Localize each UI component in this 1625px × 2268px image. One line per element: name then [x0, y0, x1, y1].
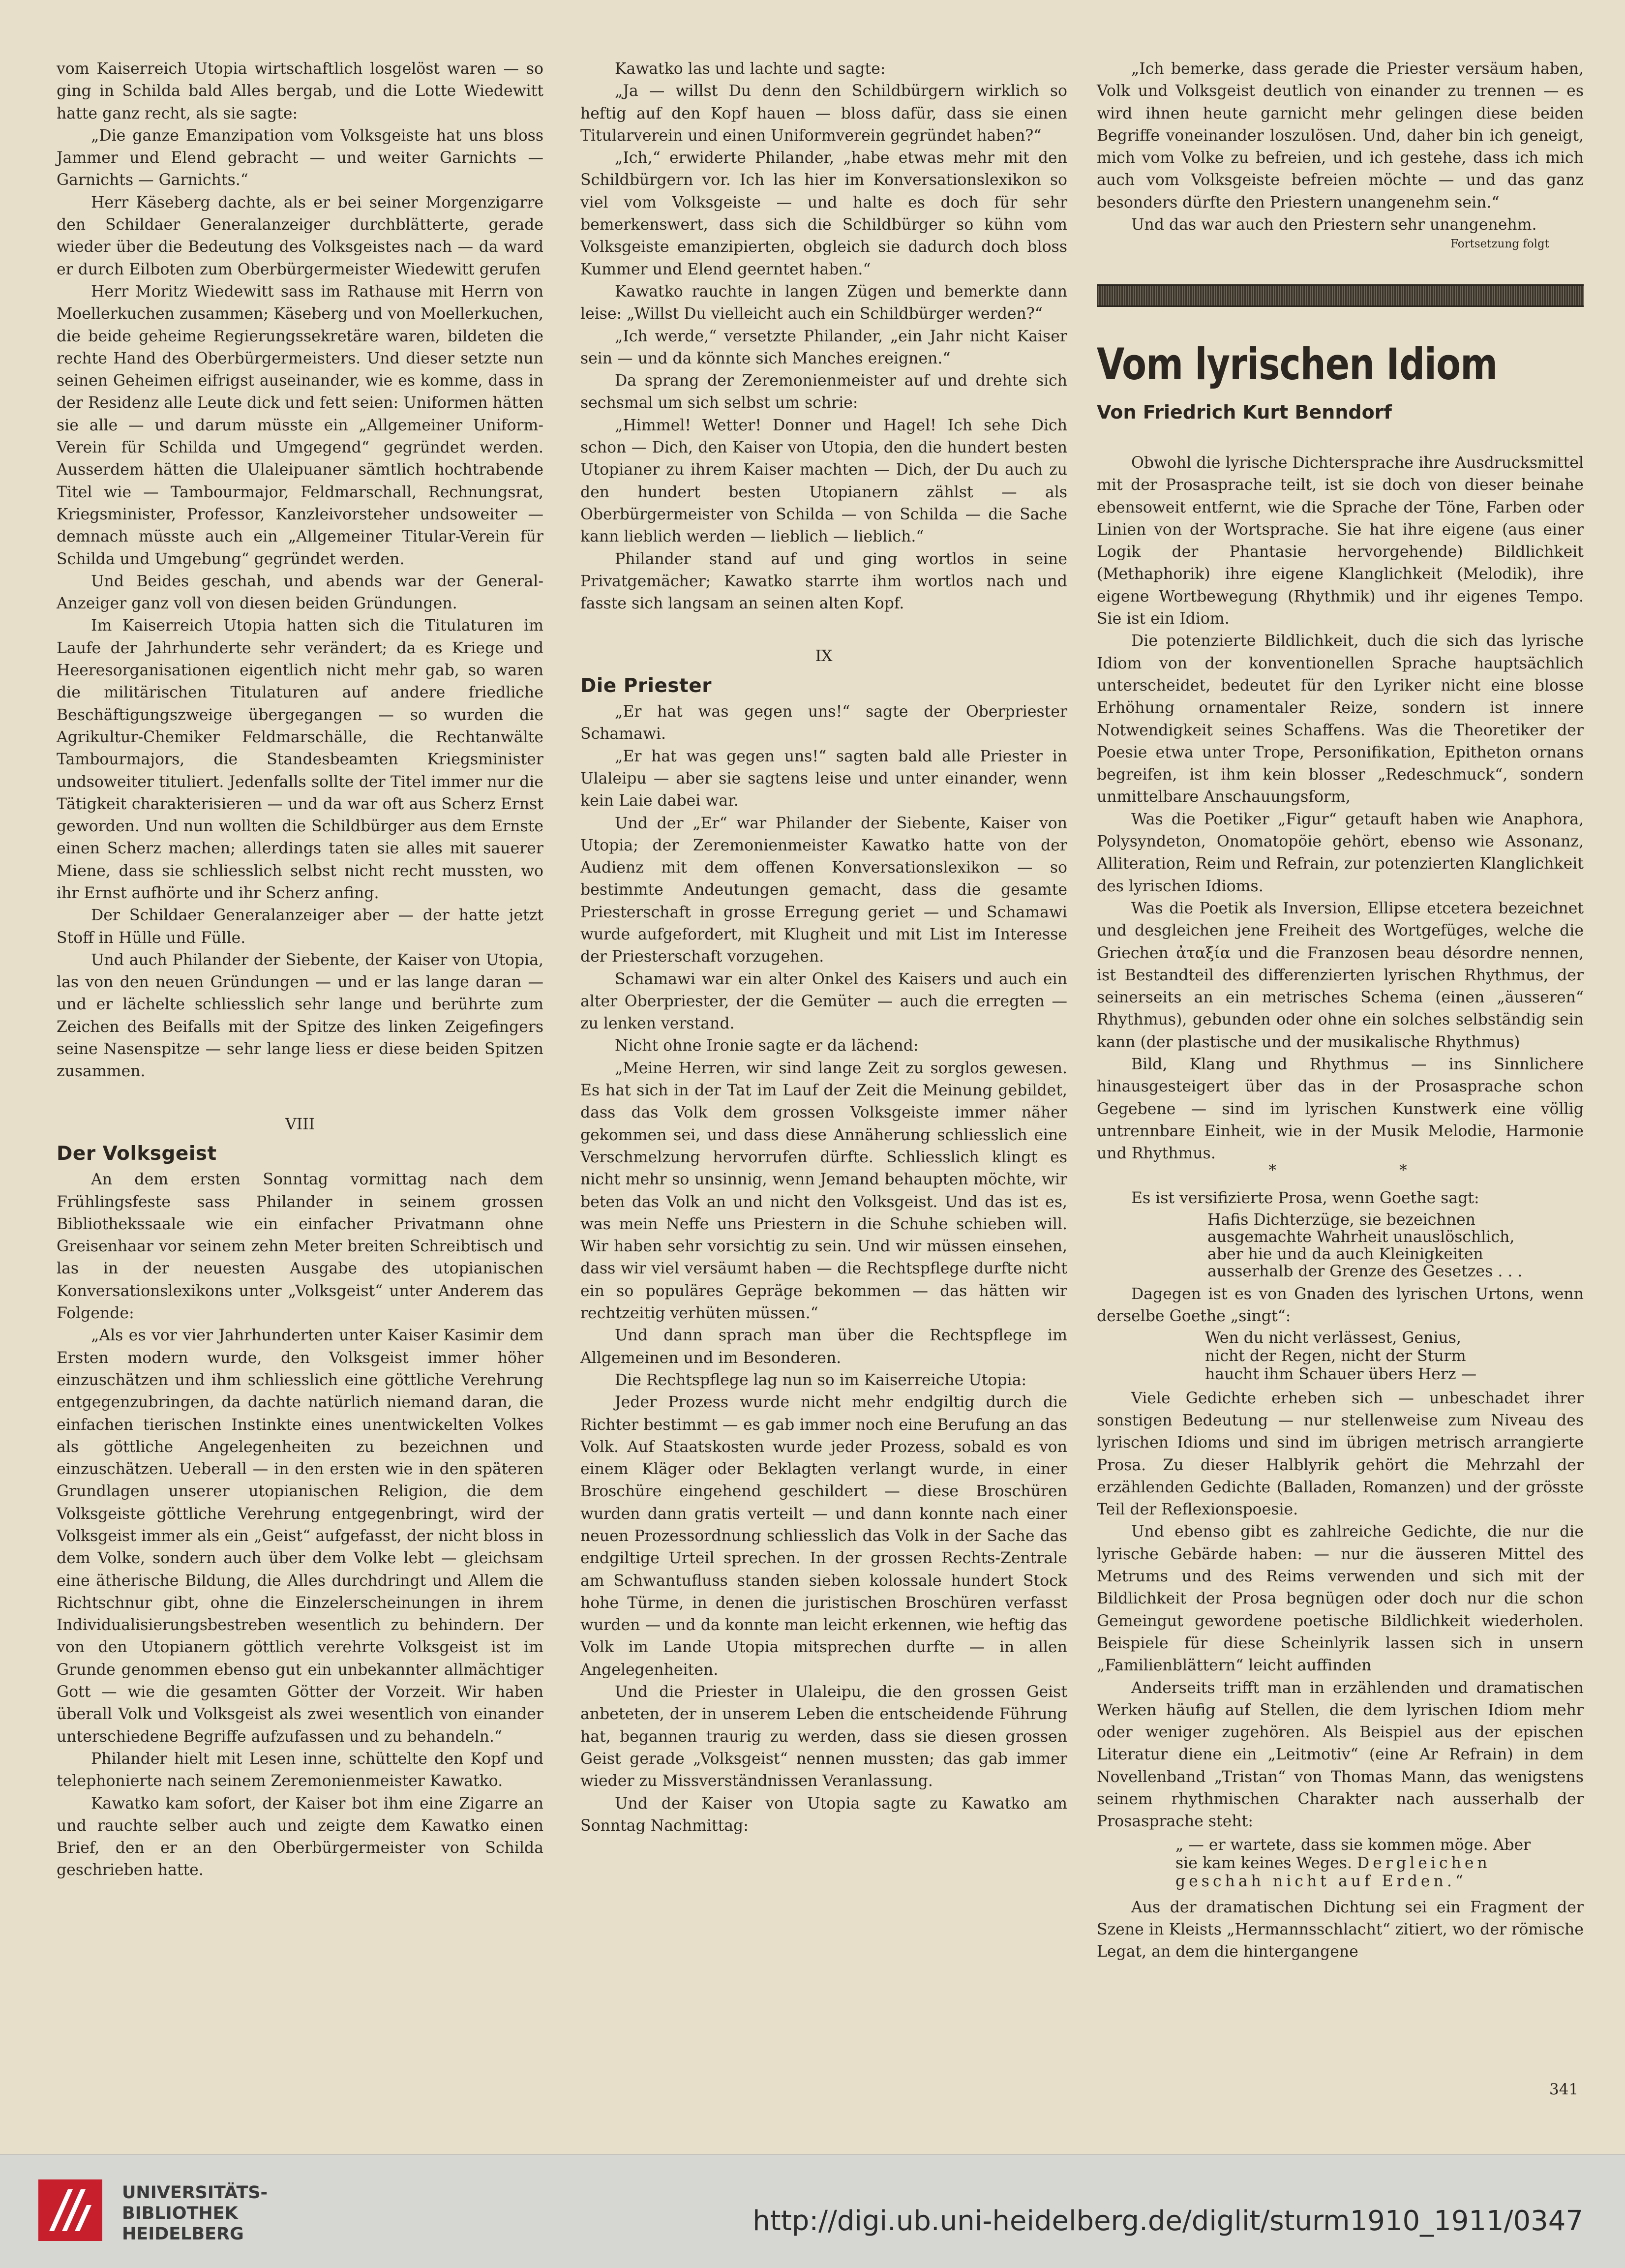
verse-quote — [1097, 1211, 1584, 1280]
paragraph: „Er hat was gegen uns!“ sagten bald alle Priester in Ulaleipu — aber sie sagtens leise und unter einander, wenn kein Laie dabei war. — [580, 747, 1067, 810]
paragraph: „Himmel! Wetter! Donner und Hagel! Ich sehe Dich schon — Dich, den Kaiser von Utopia, den die hundert besten Utopianer zu ihrem Kaiser machten — Dich, der Du auch zu den hundert besten Utopianern zählst — als Oberbürgermeister von Schilda — von Schilda — die Sache kann lieblich werden — lieblich — lieblich.“ — [580, 416, 1067, 546]
paragraph: vom Kaiserreich Utopia wirtschaftlich losgelöst waren — so ging in Schilda bald Alles bergab, und die Lotte Wiedewitt hatte ganz recht, als sie sagte: — [57, 60, 543, 122]
paragraph: Der Schildaer Generalanzeiger aber — der hatte jetzt Stoff in Hülle und Fülle. — [57, 907, 543, 947]
article-title: Vom lyrischen Idiom — [1097, 338, 1498, 390]
verse-line: aber hie und da auch Kleinigkeiten — [1207, 1245, 1483, 1264]
paragraph: Kawatko kam sofort, der Kaiser bot ihm eine Zigarre an und rauchte selber auch und zeigte dem Kawatko einen Brief, den er an den Oberbürgermeister von Schilda geschrieben hatte. — [57, 1794, 543, 1879]
section-number: VIII — [285, 1115, 315, 1133]
paragraph: Da sprang der Zeremonienmeister auf und drehte sich sechsmal um sich selbst um schrie: — [580, 372, 1067, 412]
quote-spaced-text: geschah nicht auf Erden. — [1175, 1872, 1455, 1890]
decorative-divider — [1097, 284, 1584, 307]
paragraph: „Ich werde,“ versetzte Philander, „ein Jahr nicht Kaiser sein — und da könnte sich Manches ereignen.“ — [580, 327, 1067, 367]
paragraph: Kawatko rauchte in langen Zügen und bemerkte dann leise: „Willst Du vielleicht auch ein Schildbürger werden?“ — [580, 282, 1067, 323]
paragraph: „Meine Herren, wir sind lange Zeit zu sorglos gewesen. Es hat sich in der Tat im Lauf der Zeit die Meinung gebildet, dass das Volk dem grossen Volksgeiste immer näher gekommen sei, und dass diese Annäherung schliesslich eine Verschmelzung hervorrufen dürfte. Schliesslich klingt es nicht mehr so unsinnig, wenn Jemand behaupten möchte, wir beten das Volk an und nicht den Volksgeist. Und das ist es, was mein Neffe uns Priestern in die Schuhe schieben will. Wir haben sehr vorsichtig zu sein. Und wir müssen einsehen, dass wir viel versäumt haben — die Rechtspflege durfte nicht ein so populäres Gepräge bekommen — das hätten wir rechtzeitig verhüten müssen.“ — [580, 1059, 1067, 1323]
library-name-line: BIBLIOTHEK — [122, 2204, 238, 2223]
paragraph: „Ich bemerke, dass gerade die Priester versäum haben, Volk und Volksgeist deutlich von einander zu trennen — es wird ihnen heute garnicht mehr gelingen diese beiden Begriffe voneinander loszulösen. Und, daher bin ich geneigt, mich vom Volke zu befreien, und ich gestehe, dass ich mich auch vom Volksgeiste befreien möchte — und das ganz besonders dürfte den Priestern unangenehm sein.“ — [1097, 60, 1584, 212]
paragraph: Und auch Philander der Siebente, der Kaiser von Utopia, las von den neuen Gründungen — und er las lange daran — und er lächelte schliesslich sehr lange und berührte zum Zeichen des Beifalls mit der Spitze des linken Zeigefingers seine Nasenspitze — sehr lange liess er diese beiden Spitzen zusammen. — [57, 951, 543, 1081]
paragraph: Bild, Klang und Rhythmus — ins Sinnlichere hinausgesteigert über das in der Prosasprache schon Gegebene — sind im lyrischen Kunstwerk eine völlig untrennbare Einheit, wie in der Musik Melodie, Harmonie und Rhythmus. — [1097, 1055, 1584, 1163]
library-footer — [0, 2154, 1625, 2268]
paragraph: Und der „Er“ war Philander der Siebente, Kaiser von Utopia; der Zeremonienmeister Kawatko hatte von der Audienz mit dem offenen Konversationslexikon — so bestimmte Andeutungen gemacht, dass die gesamte Priesterschaft in grosse Erregung geriet — und Schamawi wurde aufgefordert, mit Klugheit und mit List im Interesse der Priesterschaft vorzugehen. — [580, 814, 1067, 966]
paragraph: Philander stand auf und ging wortlos in seine Privatgemächer; Kawatko starrte ihm wortlos nach und fasste sich langsam an seinen alten Kopf. — [580, 550, 1067, 613]
paragraph: An dem ersten Sonntag vormittag nach dem Frühlingsfeste sass Philander in seinem grossen Bibliothekssaale wie ein einfacher Privatmann ohne Greisenhaar vor seinem zehn Meter breiten Schreibtisch und las in der neuesten Ausgabe des utopianischen Konversationslexikons unter „Volksgeist“ unter Anderem das Folgende: — [57, 1171, 543, 1323]
section-stars: * * — [1268, 1162, 1466, 1180]
paragraph: „Ich,“ erwiderte Philander, „habe etwas mehr mit den Schildbürgern vor. Ich las hier im Konversationslexikon so viel vom Volksgeiste — und halte es doch für sehr bemerkenswert, dass sich die Schildbürger so kühn vom Volksgeiste emanzipierten, obgleich sie dadurch doch bloss Kummer und Elend geerntet haben.“ — [580, 149, 1067, 278]
paragraph: Herr Moritz Wiedewitt sass im Rathause mit Herrn von Moellerkuchen zusammen; Käseberg und von Moellerkuchen, die beide geheime Regierungssekretäre waren, bildeten die rechte Hand des Oberbürgermeisters. Und dieser setzte nun seinen Geheimen eifrigst auseinander, wie es komme, dass in der Residenz alle Leute dick und fett seien: Uniformen hätten sie alle — und darum müsste ein „Allgemeiner Uniform-Verein für Schilda und Umgegend“ gegründet werden. Ausserdem hätten die Ulaleipuaner sämtlich hochtrabende Titel wie — Tambourmajor, Feldmarschall, Rechnungsrat, Kriegsminister, Professor, Kanzleivorsteher undsoweiter — demnach müsste auch ein „Allgemeiner Titular-Verein für Schilda und Umgebung“ gegründet werden. — [57, 282, 544, 568]
verse-quote — [1097, 1329, 1584, 1384]
paragraph: „Er hat was gegen uns!“ sagte der Oberpriester Schamawi. — [580, 703, 1067, 743]
prose-quote — [1097, 1836, 1584, 1891]
paragraph: Es ist versifizierte Prosa, wenn Goethe sagt: — [1131, 1189, 1479, 1207]
section-heading: Die Priester — [580, 674, 712, 697]
paragraph: Kawatko las und lachte und sagte: — [615, 60, 886, 78]
verse-line: ausserhalb der Grenze des Gesetzes . . . — [1207, 1263, 1523, 1281]
column-left — [57, 58, 543, 1882]
section-heading: Der Volksgeist — [57, 1142, 217, 1165]
paragraph: „Als es vor vier Jahrhunderten unter Kaiser Kasimir dem Ersten modern wurde, den Volksgeist immer höher einzuschätzen und ihm schliesslich eine göttliche Verehrung entgegenzubringen, da dachte natürlich niemand daran, die einfachen tierischen Instinkte eines unentwickelten Volkes als göttliche Angelegenheiten zu bezeichnen und einzuschätzen. Ueberall — in den ersten wie in den späteren Grundlagen unserer utopianischen Religion, die dem Volksgeiste göttliche Verehrung entgegenbringt, wird der Volksgeist immer als ein „Geist“ aufgefasst, der nicht bloss in dem Volke, sondern auch über dem Volke lebt — gleichsam eine ätherische Bildung, die Alles durchdringt und Allem die Richtschnur gibt, ohne die Einzelerscheinungen in ihrem Individualisierungsbestreben wesentlich zu behindern. Der von den Utopianern göttlich verehrte Volksgeist ist im Grunde genommen ebenso gut ein unbekannter allmächtiger Gott — wie die gesamten Götter der Vorzeit. Wir haben überall Volk und Volksgeist als zwei wesentlich von einander unterschiedene Begriffe aufzufassen und zu behandeln.“ — [57, 1327, 543, 1746]
paragraph: Dagegen ist es von Gnaden des lyrischen Urtons, wenn derselbe Goethe „singt“: — [1097, 1285, 1584, 1326]
paragraph: Nicht ohne Ironie sagte er da lächend: — [615, 1037, 919, 1055]
paragraph: Und der Kaiser von Utopia sagte zu Kawatko am Sonntag Nachmittag: — [580, 1794, 1067, 1835]
quote-spaced-text: Dergleichen — [1357, 1854, 1491, 1872]
paragraph: Obwohl die lyrische Dichtersprache ihre Ausdrucksmittel mit der Prosasprache teilt, ist sie doch von dieser beinahe ebensoweit entfernt, wie die Sprache der Töne, Farben oder Linien von der Wortsprache. Sie hat ihre eigene (aus einer Logik der Phantasie hervorgehende) Bildlichkeit (Methaphorik) ihre eigene Klanglichkeit (Melodik), ihre eigene Wortbewegung (Rhythmik) und ihr eigenes Tempo. Sie ist ein Idiom. — [1097, 454, 1584, 628]
quote-line: „ — er wartete, dass sie kommen möge. Aber — [1175, 1836, 1531, 1854]
verse-line: nicht der Regen, nicht der Sturm — [1205, 1347, 1466, 1365]
paragraph: Jeder Prozess wurde nicht mehr endgiltig durch die Richter bestimmt — es gab immer noch eine Berufung an das Volk. Auf Staatskosten wurde jeder Prozess, sobald es von einem Kläger oder Beklagten verlangt wurde, in einer Broschüre eingehend geschildert — diese Broschüren wurden dann gratis verteilt — und dann konnte nach einer neuen Prozessordnung schliesslich das Volk in der Sache das endgiltige Urteil sprechen. In der grossen Rechts-Zentrale am Schwantufluss standen sieben kolossale hundert Stock hohe Türme, in denen die juristischen Broschüren verfasst wurden — und da konnte man leicht erkennen, wie heftig das Volk im Lande Utopia mitsprechen durfte — in allen Angelegenheiten. — [580, 1393, 1067, 1679]
paragraph: Die potenzierte Bildlichkeit, duch die sich das lyrische Idiom von der konventionellen Sprache hauptsächlich unterscheidet, bedeutet für den Lyriker nicht eine blosse Erhöhung ornamentaler Reize, sondern ist innere Notwendigkeit seines Schaffens. Was die Theoretiker der Poesie etwa unter Trope, Personifikation, Epitheton ornans begreifen, ist ihm kein blosser „Redeschmuck“, sondern unmittelbare Anschauungsform, — [1097, 632, 1584, 806]
paragraph: „Ja — willst Du denn den Schildbürgern wirklich so heftig auf den Kopf hauen — bloss dafür, dass sie einen Titularverein und einen Uniformverein gegründet haben?“ — [580, 82, 1067, 145]
university-logo-icon — [38, 2179, 102, 2241]
paragraph: Und das war auch den Priestern sehr unangenehm. — [1131, 216, 1537, 234]
paragraph: Herr Käseberg dachte, als er bei seiner Morgenzigarre den Schildaer Generalanzeiger durchblätterte, gerade wieder über die Bedeutung des Volksgeistes nach — da ward er durch Eilboten zum Oberbürgermeister Wiedewitt gerufen — [57, 193, 543, 278]
column-right — [1097, 58, 1584, 1963]
paragraph: Was die Poetiker „Figur“ getauft haben wie Anaphora, Polysyndeton, Onomatopöie gehört, ebenso wie Assonanz, Alliteration, Reim und Refrain, zur potenzierten Klanglichkeit des lyrischen Idioms. — [1097, 810, 1584, 895]
quote-line — [1175, 1873, 1584, 1891]
paragraph: Viele Gedichte erheben sich — unbeschadet ihrer sonstigen Bedeutung — nur stellenweise zum Niveau des lyrischen Idioms und sind im übrigen metrisch arrangierte Prosa. Zu dieser Halblyrik gehört die Mehrzahl der erzählenden Gedichte (Balladen, Romanzen) und der grösste Teil der Reflexionspoesie. — [1097, 1389, 1584, 1519]
verse-line: Wen du nicht verlässest, Genius, — [1205, 1329, 1461, 1347]
page-number: 341 — [1549, 2081, 1579, 2098]
quote-text: sie kam keines Weges. — [1175, 1854, 1352, 1872]
source-url-link[interactable]: http://digi.ub.uni-heidelberg.de/diglit/sturm1910_1911/0347 — [752, 2205, 1583, 2237]
paragraph: Was die Poetik als Inversion, Ellipse etcetera bezeichnet und desgleichen jene Freiheit des Wortgefüges, welche die Griechen ἀταξία und die Franzosen beau désordre nennen, ist Bestandteil des differenzierten lyrischen Rhythmus, der seinerseits an ein metrisches Schema (einen „äusseren“ Rhythmus), gebunden oder ohne ein solches selbständig sein kann (der plastische und der musikalische Rhythmus) — [1097, 899, 1584, 1051]
library-name — [122, 2182, 268, 2244]
quote-close-mark: “ — [1455, 1872, 1463, 1890]
column-middle — [580, 58, 1067, 1837]
article-author: Von Friedrich Kurt Benndorf — [1097, 401, 1392, 423]
verse-line: ausgemachte Wahrheit unauslöschlich, — [1207, 1228, 1515, 1246]
paragraph: „Die ganze Emanzipation vom Volksgeiste hat uns bloss Jammer und Elend gebracht — und weiter Garnichts — Garnichts — Garnichts.“ — [57, 126, 543, 189]
paragraph: Philander hielt mit Lesen inne, schüttelte den Kopf und telephonierte nach seinem Zeremonienmeister Kawatko. — [57, 1750, 543, 1790]
continued-note: Fortsetzung folgt — [1450, 238, 1549, 251]
library-name-line: UNIVERSITÄTS- — [122, 2183, 268, 2203]
paragraph: Anderseits trifft man in erzählenden und dramatischen Werken häufig auf Stellen, die dem lyrischen Idiom mehr oder weniger zugehören. Als Beispiel aus der epischen Literatur diene ein „Leitmotiv“ (eine Ar Refrain) in dem Novellenband „Tristan“ von Thomas Mann, das wenigstens seinem rhythmischen Charakter nach ausserhalb der Prosasprache steht: — [1097, 1679, 1584, 1831]
verse-line: haucht ihm Schauer übers Herz — — [1205, 1365, 1477, 1383]
verse-line: Hafis Dichterzüge, sie bezeichnen — [1207, 1211, 1475, 1229]
paragraph: Und Beides geschah, und abends war der General-Anzeiger ganz voll von diesen beiden Gründungen. — [57, 572, 543, 613]
paragraph: Aus der dramatischen Dichtung sei ein Fragment der Szene in Kleists „Hermannsschlacht“ zitiert, wo der römische Legat, an dem die hintergangene — [1097, 1898, 1584, 1961]
quote-line — [1175, 1854, 1584, 1873]
paragraph: Und die Priester in Ulaleipu, die den grossen Geist anbeteten, der in unserem Leben die entscheidende Führung hat, begannen traurig zu werden, dass sie diesen grossen Geist gerade „Volksgeist“ nennen mussten; das gab immer wieder zu Missverständnissen Veranlassung. — [580, 1683, 1067, 1790]
paragraph: Und ebenso gibt es zahlreiche Gedichte, die nur die lyrische Gebärde haben: — nur die äusseren Mittel des Metrums und des Reims verwenden und sich mit der Bildlichkeit der Prosa begnügen oder doch nur die schon Gemeingut gewordene poetische Bildlichkeit wiederholen. Beispiele für diese Scheinlyrik lassen sich in unsern „Familienblättern“ leicht auffinden — [1097, 1523, 1584, 1675]
paragraph: Die Rechtspflege lag nun so im Kaiserreiche Utopia: — [615, 1371, 1027, 1389]
library-name-line: HEIDELBERG — [122, 2224, 244, 2244]
paragraph: Und dann sprach man über die Rechtspflege im Allgemeinen und im Besonderen. — [580, 1327, 1067, 1367]
paragraph: Schamawi war ein alter Onkel des Kaisers und auch ein alter Oberpriester, der die Gemüter — auch die erregten — zu lenken verstand. — [580, 970, 1067, 1033]
section-number: IX — [815, 647, 833, 665]
paragraph: Im Kaiserreich Utopia hatten sich die Titulaturen im Laufe der Jahrhunderte sehr verändert; da es Kriege und Heeresorganisationen eigentlich nicht mehr gab, so waren die militärischen Titulaturen auf andere friedliche Beschäftigungszweige übergegangen — so wurden die Agrikultur-Chemiker Feldmarschälle, die Rechtanwälte Tambourmajors, die Standesbeamten Kriegsminister undsoweiter tituliert. Jedenfalls sollte der Titel immer nur die Tätigkeit charakterisieren — und da war oft aus Scherz Ernst geworden. Und nun wollten die Schildbürger aus dem Ernste einen Scherz machen; allerdings taten sie alles mit sauerer Miene, dass sie schliesslich selbst nicht recht mussten, wo ihr Ernst aufhörte und ihr Scherz anfing. — [57, 617, 543, 902]
